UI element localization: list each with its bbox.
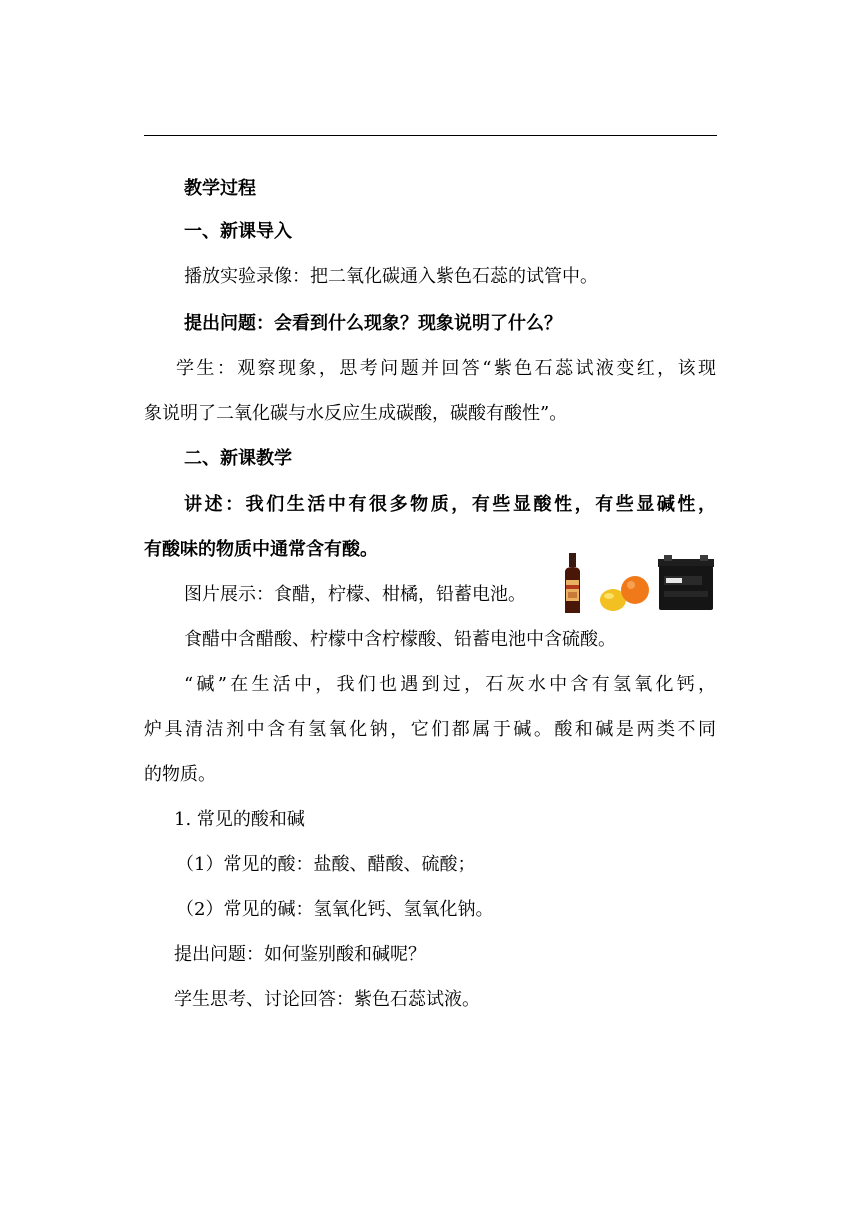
- section1-title: 一、新课导入: [184, 221, 292, 242]
- base-text-line-1: “碱”在生活中，我们也遇到过，石灰水中含有氢氧化钙，: [184, 674, 716, 695]
- vinegar-bottle-icon: [565, 553, 580, 613]
- narration-line-1: 讲述：我们生活中有很多物质，有些显酸性，有些显碱性，: [184, 494, 716, 515]
- orange-icon: [621, 576, 649, 604]
- student-answer-line-2: 象说明了二氧化碳与水反应生成碳酸，碳酸有酸性”。: [144, 403, 568, 424]
- picture-caption: 图片展示：食醋，柠檬、柑橘，铅蓄电池。: [184, 584, 526, 605]
- subsection-title: 1. 常见的酸和碱: [174, 809, 305, 830]
- base-text-line-2: 炉具清洁剂中含有氢氧化钠，它们都属于碱。酸和碱是两类不同: [144, 719, 716, 740]
- common-acids: （1）常见的酸：盐酸、醋酸、硫酸；: [176, 854, 476, 875]
- student-answer-2: 学生思考、讨论回答：紫色石蕊试液。: [174, 989, 480, 1010]
- video-text: 播放实验录像：把二氧化碳通入紫色石蕊的试管中。: [184, 266, 598, 287]
- narration-line-2: 有酸味的物质中通常含有酸。: [144, 539, 378, 560]
- acid-sources-text: 食醋中含醋酸、柠檬中含柠檬酸、铅蓄电池中含硫酸。: [184, 629, 616, 650]
- header-rule: [144, 135, 717, 136]
- question-text: 提出问题：会看到什么现象？现象说明了什么？: [184, 313, 562, 334]
- base-text-line-3: 的物质。: [144, 764, 216, 785]
- common-bases: （2）常见的碱：氢氧化钙、氢氧化钠。: [176, 899, 494, 920]
- page-heading: 教学过程: [184, 178, 256, 199]
- acid-sources-picture: [553, 550, 716, 616]
- student-answer-line-1: 学生：观察现象，思考问题并回答“紫色石蕊试液变红，该现: [176, 358, 716, 379]
- section2-title: 二、新课教学: [184, 448, 292, 469]
- lead-acid-battery-icon: [658, 555, 714, 610]
- question-2: 提出问题：如何鉴别酸和碱呢？: [174, 944, 426, 965]
